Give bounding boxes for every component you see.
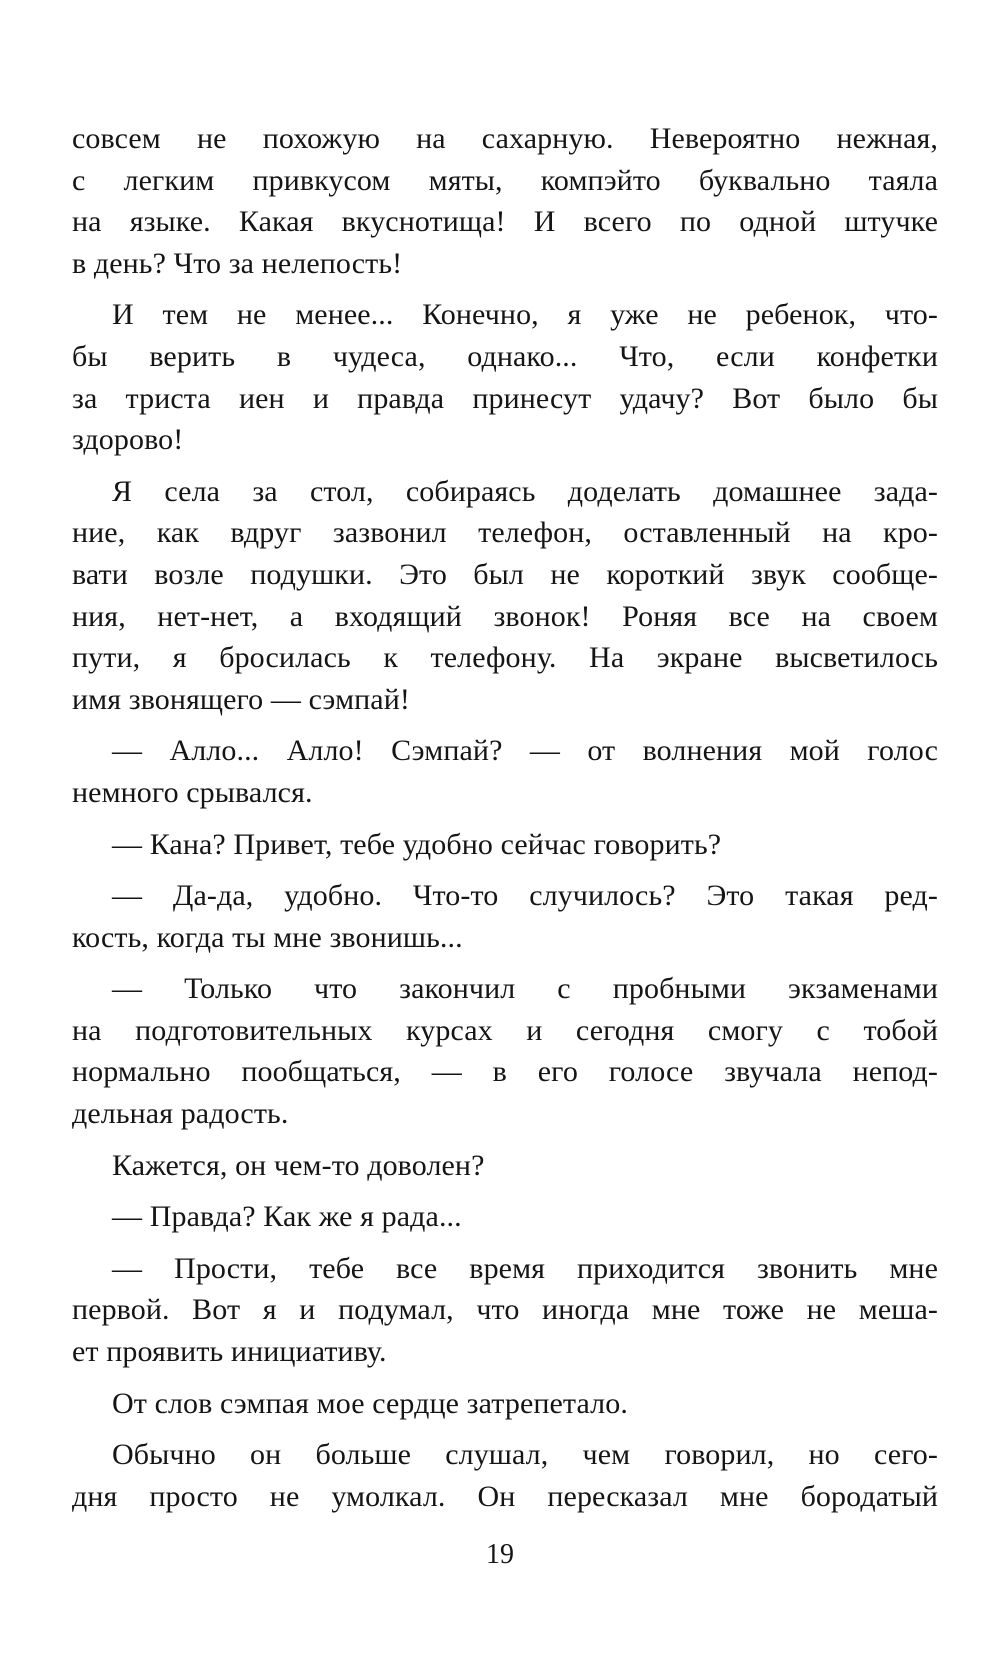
text-line: Я села за стол, собираясь доделать домашнее зада-	[112, 474, 938, 508]
text-line: за триста иен и правда принесут удачу? Вот было бы	[72, 381, 938, 415]
text-line: совсем не похожую на сахарную. Невероятно нежная,	[72, 122, 938, 155]
text-line: кость, когда ты мне звонишь...	[72, 920, 463, 954]
text-line: ет проявить инициативу.	[72, 1335, 387, 1369]
text-line: первой. Вот я и подумал, что иногда мне тоже не меша-	[72, 1293, 938, 1327]
dialogue-paragraph	[72, 875, 938, 958]
dialogue-paragraph	[72, 1248, 938, 1373]
text-line: ния, нет-нет, а входящий звонок! Роняя все на своем	[72, 599, 938, 633]
text-line: дельная радость.	[72, 1097, 289, 1131]
dialogue-paragraph	[72, 968, 938, 1134]
dialogue-paragraph	[72, 1196, 938, 1238]
paragraph	[72, 118, 938, 284]
text-line: бы верить в чудеса, однако... Что, если конфетки	[72, 339, 938, 373]
paragraph	[72, 294, 938, 460]
text-line: нормально пообщаться, — в его голосе звучала непод-	[72, 1055, 938, 1089]
text-line: на подготовительных курсах и сегодня смогу с тобой	[72, 1013, 938, 1047]
text-line: в день? Что за нелепость!	[72, 246, 403, 280]
text-line: имя звонящего — сэмпай!	[72, 682, 410, 716]
text-line: — Алло... Алло! Сэмпай? — от волнения мой голос	[112, 734, 938, 768]
text-line: — Прости, тебе все время приходится звонить мне	[112, 1251, 938, 1285]
text-line: От слов сэмпая мое сердце затрепетало.	[112, 1386, 628, 1420]
text-line: немного срывался.	[72, 775, 313, 809]
text-line: — Только что закончил с пробными экзаменами	[112, 972, 938, 1006]
paragraph	[72, 1145, 938, 1187]
text-line: — Кана? Привет, тебе удобно сейчас говорить?	[112, 827, 722, 861]
paragraph	[72, 1434, 938, 1517]
dialogue-paragraph	[72, 824, 938, 866]
text-line: ние, как вдруг зазвонил телефон, оставленный на кро-	[72, 516, 938, 550]
text-line: — Да-да, удобно. Что-то случилось? Это такая ред-	[112, 879, 938, 913]
text-line: вати возле подушки. Это был не короткий звук сообще-	[72, 557, 938, 591]
text-line: на языке. Какая вкуснотища! И всего по одной штучке	[72, 205, 938, 239]
body-text	[72, 118, 938, 1517]
text-line: пути, я бросилась к телефону. На экране высветилось	[72, 641, 938, 675]
text-line: — Правда? Как же я рада...	[112, 1200, 462, 1234]
text-line: с легким привкусом мяты, компэйто буквально таяла	[72, 163, 938, 197]
text-line: Обычно он больше слушал, чем говорил, но сего-	[112, 1438, 938, 1472]
text-line: здорово!	[72, 423, 184, 457]
text-line: Кажется, он чем-то доволен?	[112, 1148, 485, 1182]
page-number: 19	[486, 1539, 514, 1570]
text-line: дня просто не умолкал. Он пересказал мне бородатый	[72, 1479, 938, 1513]
paragraph	[72, 1383, 938, 1425]
paragraph	[72, 471, 938, 721]
dialogue-paragraph	[72, 730, 938, 813]
text-line: И тем не менее... Конечно, я уже не ребенок, что-	[112, 298, 938, 332]
